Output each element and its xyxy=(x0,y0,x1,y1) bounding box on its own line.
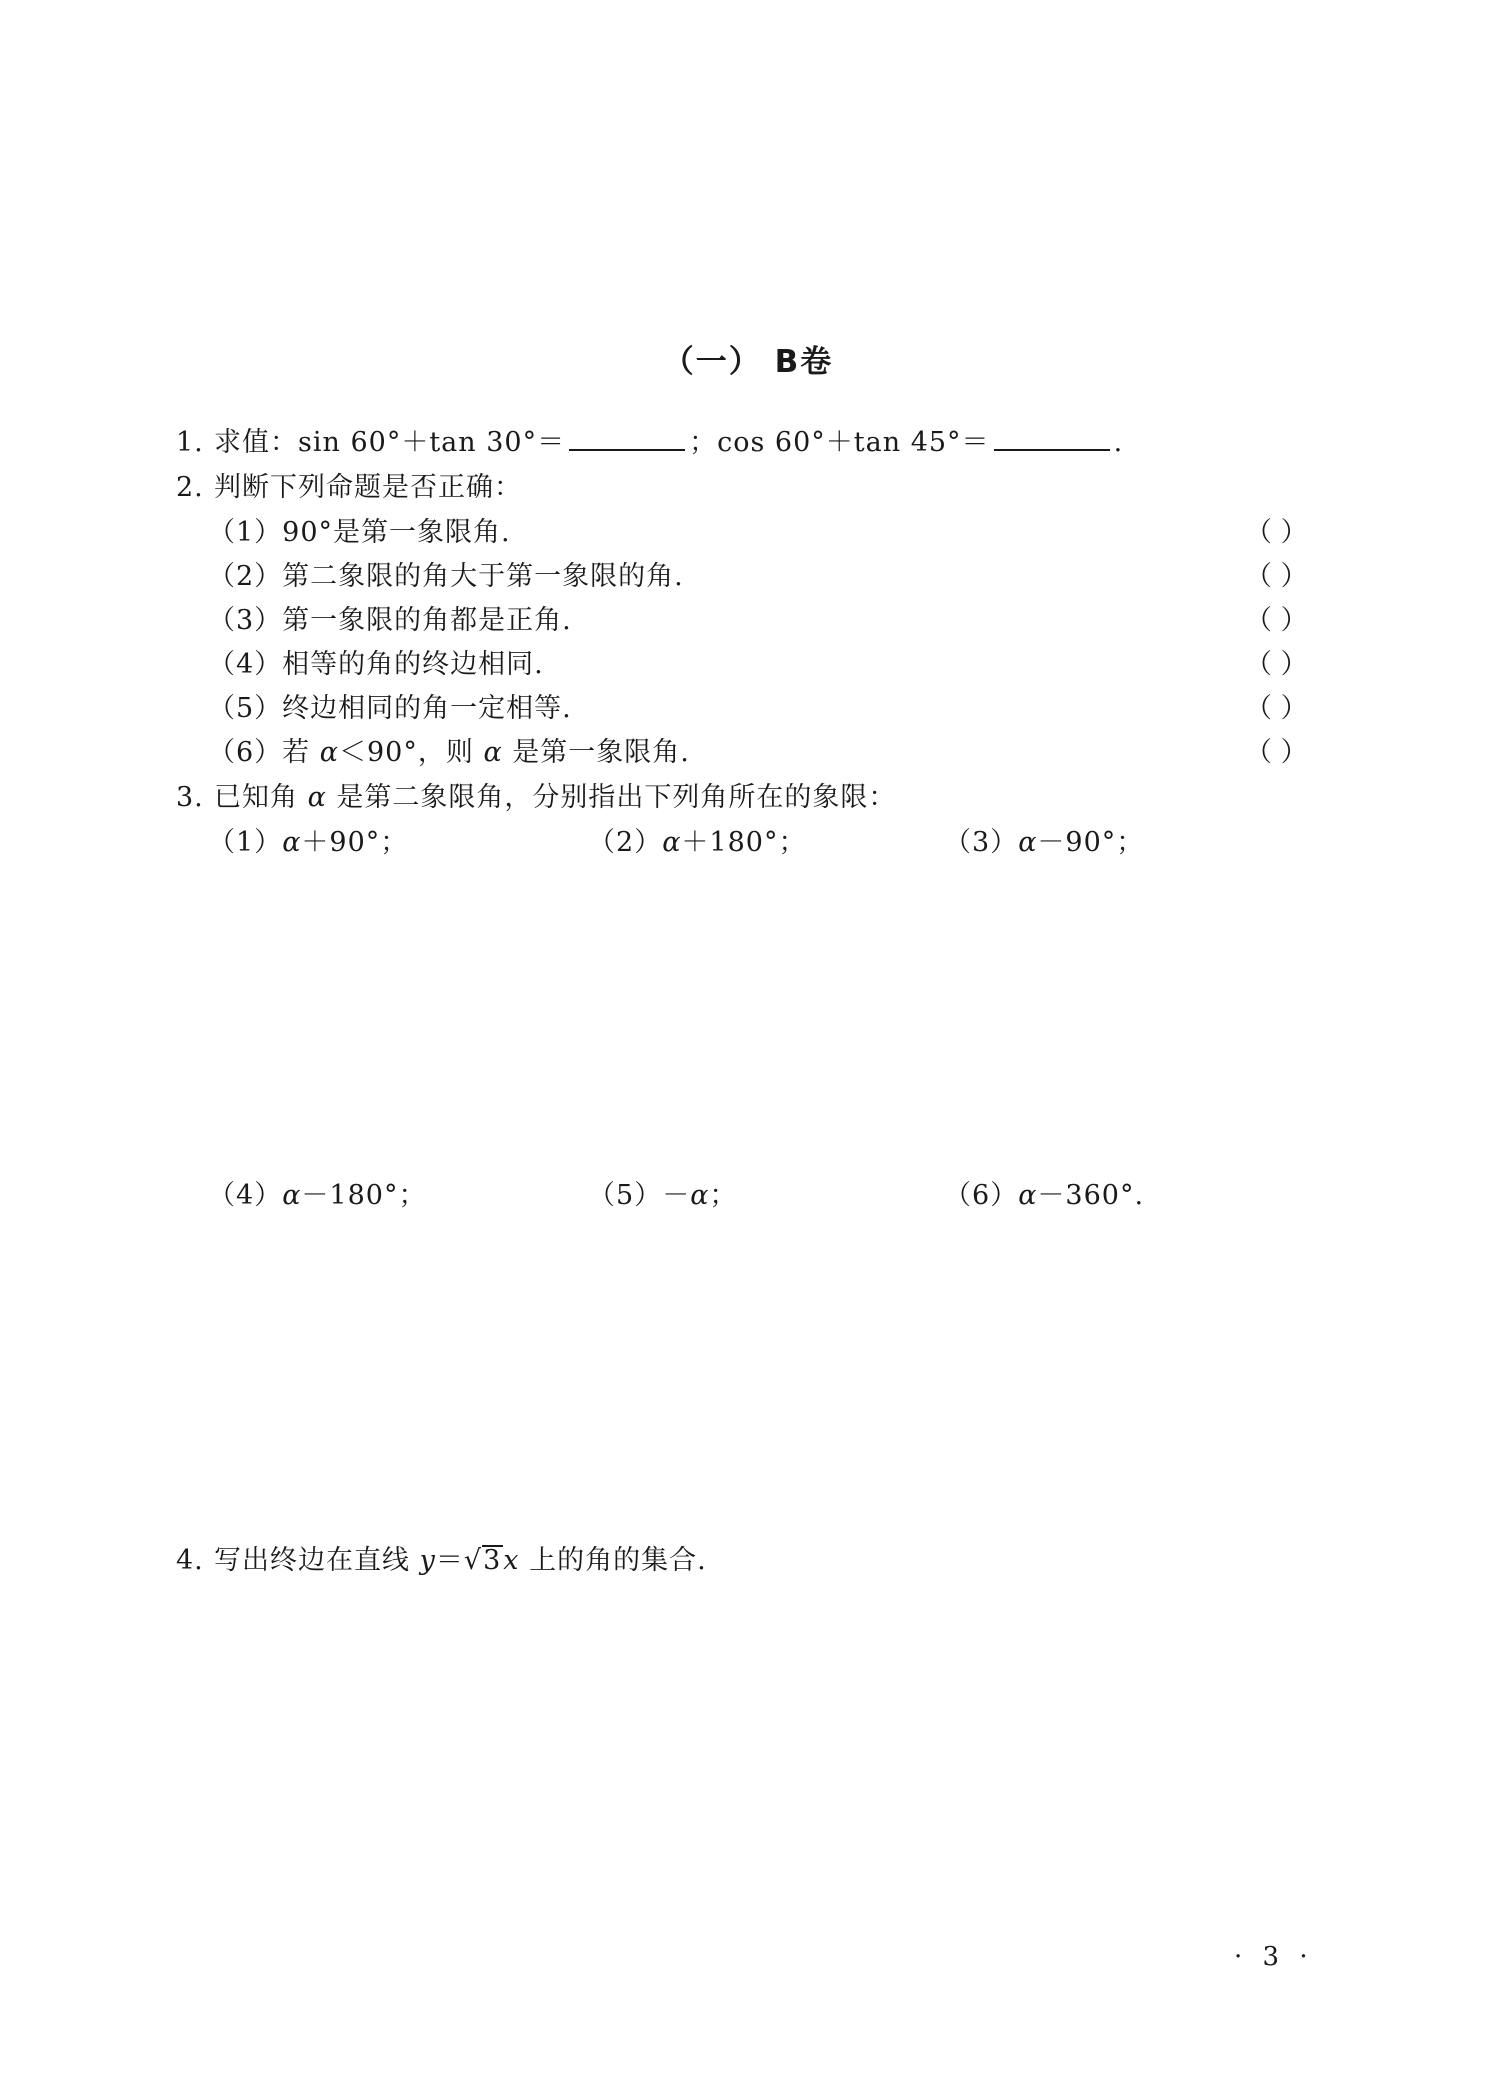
q3-part-3 xyxy=(944,820,1144,859)
q3-part-5 xyxy=(588,1173,737,1212)
answer-paren-3[interactable]: （ ） xyxy=(1245,605,1308,636)
variable-y: y xyxy=(419,1545,436,1576)
q4-post: 上的角的集合. xyxy=(519,1545,707,1576)
q3-part-2 xyxy=(588,820,806,859)
q2-item-4: （4）相等的角的终边相同. xyxy=(208,649,544,680)
part-label: （5） xyxy=(588,1180,663,1211)
part-label: （6） xyxy=(944,1180,1019,1211)
q3-part-1 xyxy=(208,820,408,859)
alpha-symbol: α xyxy=(1018,1180,1038,1211)
item6-post: 是第一象限角. xyxy=(502,737,690,768)
question-number: 4. xyxy=(176,1545,204,1576)
alpha-symbol: α xyxy=(662,827,682,858)
question-4 xyxy=(176,1538,707,1577)
q2-item-3: （3）第一象限的角都是正角. xyxy=(208,605,572,636)
question-3 xyxy=(176,775,896,814)
question-number: 2. xyxy=(176,472,204,503)
variable-x: x xyxy=(503,1545,520,1576)
q2-item-5: （5）终边相同的角一定相等. xyxy=(208,693,572,724)
part-expr: －90°； xyxy=(1037,827,1145,858)
q3-text-post: 是第二象限角，分别指出下列角所在的象限： xyxy=(326,782,897,813)
alpha-symbol: α xyxy=(483,737,503,768)
part-expr: － xyxy=(662,1180,691,1211)
answer-paren-2[interactable]: （ ） xyxy=(1245,561,1308,592)
alpha-symbol: α xyxy=(307,782,327,813)
part-expr: ＋180°； xyxy=(681,827,807,858)
q1-end: . xyxy=(1113,427,1124,458)
section-title: （一） B卷 xyxy=(662,344,834,380)
part-label: （2） xyxy=(588,827,663,858)
q1-prefix: 求值：sin 60°＋tan 30°＝ xyxy=(214,427,566,458)
page-number: · 3 · xyxy=(1234,1942,1314,1972)
q4-pre: 写出终边在直线 xyxy=(214,1545,420,1576)
sqrt-radicand: 3 xyxy=(483,1545,502,1576)
part-expr: －360°. xyxy=(1037,1180,1145,1211)
q2-item-1: （1）90°是第一象限角. xyxy=(208,517,511,548)
answer-blank-1[interactable] xyxy=(569,422,685,451)
alpha-symbol: α xyxy=(319,737,339,768)
item6-mid: ＜90°，则 xyxy=(339,737,484,768)
answer-paren-4[interactable]: （ ） xyxy=(1245,649,1308,680)
q3-part-6 xyxy=(944,1173,1144,1212)
part-tail: ； xyxy=(709,1180,738,1211)
item6-pre: （6）若 xyxy=(208,737,320,768)
q1-separator: ；cos 60°＋tan 45°＝ xyxy=(689,427,990,458)
question-number: 1. xyxy=(176,427,204,458)
part-label: （1） xyxy=(208,827,283,858)
part-expr: ＋90°； xyxy=(301,827,409,858)
part-label: （3） xyxy=(944,827,1019,858)
question-1 xyxy=(176,420,1123,459)
question-2 xyxy=(176,465,522,504)
part-expr: －180°； xyxy=(301,1180,427,1211)
q3-text-pre: 已知角 xyxy=(214,782,308,813)
alpha-symbol: α xyxy=(282,1180,302,1211)
sqrt-sign: √ xyxy=(463,1545,483,1576)
part-label: （4） xyxy=(208,1180,283,1211)
q2-text: 判断下列命题是否正确： xyxy=(214,472,522,503)
answer-paren-1[interactable]: （ ） xyxy=(1245,517,1308,548)
answer-paren-5[interactable]: （ ） xyxy=(1245,693,1308,724)
answer-blank-2[interactable] xyxy=(994,422,1110,451)
alpha-symbol: α xyxy=(1018,827,1038,858)
q2-item-2: （2）第二象限的角大于第一象限的角. xyxy=(208,561,684,592)
answer-paren-6[interactable]: （ ） xyxy=(1245,737,1308,768)
question-number: 3. xyxy=(176,782,204,813)
q2-item-6 xyxy=(208,730,690,769)
alpha-symbol: α xyxy=(690,1180,710,1211)
equals-sign: ＝ xyxy=(435,1545,464,1576)
q3-part-4 xyxy=(208,1173,426,1212)
alpha-symbol: α xyxy=(282,827,302,858)
